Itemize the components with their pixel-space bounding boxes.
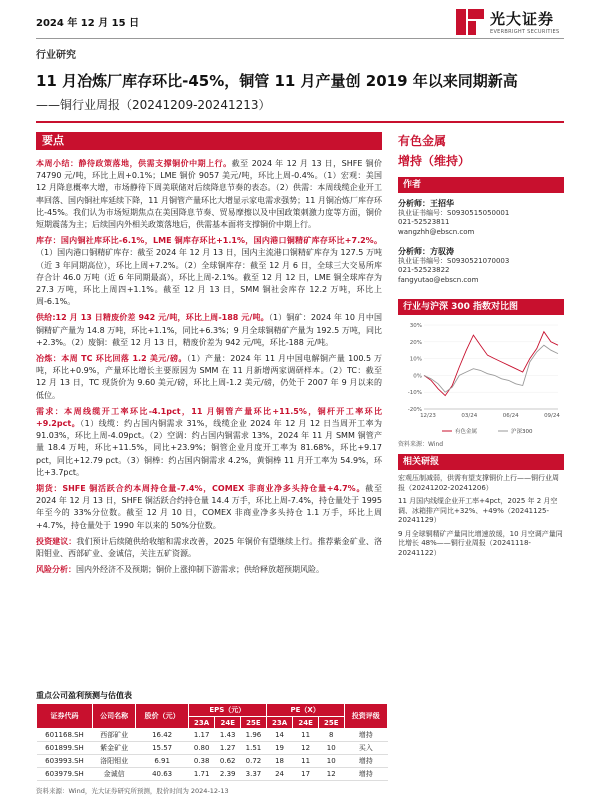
table-source: 资料来源：Wind，光大证券研究所预测，股价时间为 2024-12-13 [36,787,229,795]
table-cell: 0.38 [188,755,214,768]
table-cell: 增持 [344,768,387,781]
col-price: 股价（元） [136,704,189,729]
logo-icon [456,9,484,35]
report-date: 2024 年 12 月 15 日 [36,18,140,29]
paragraph-lead: 风险分析： [36,565,76,575]
table-cell: 10 [318,755,344,768]
chart-svg [398,317,564,439]
table-title: 重点公司盈利预测与估值表 [36,691,132,700]
col-pe-24e: 24E [293,717,319,729]
table-cell: 24 [266,768,292,781]
col-rating: 投资评级 [344,704,387,729]
author-header: 作者 [398,177,564,193]
table-cell: 1.96 [241,729,267,742]
related-report-link[interactable]: 9 月全球铜精矿产量同比增速放缓，10 月空调产量同比增长 48%——铜行业周报（20241118-20241122） [398,529,563,557]
analyst-email[interactable]: fangyutao@ebscn.com [398,275,479,284]
table-cell: 买入 [344,742,387,755]
table-cell: 西部矿业 [93,729,136,742]
paragraph-lead: 投资建议： [36,536,77,546]
table-cell: 0.80 [188,742,214,755]
table-cell: 0.72 [241,755,267,768]
table-cell: 2.39 [215,768,241,781]
valuation-table [36,703,388,781]
sidebar [398,132,564,562]
analyst-name: 分析师：王招华 [398,199,454,208]
analyst-cert: 执业证书编号：S0930515050001 [398,208,510,217]
col-eps-23a: 23A [188,717,214,729]
table-cell: 18 [266,755,292,768]
table-header-row [37,704,388,717]
x-tick-label: 12/23 [420,413,436,419]
table-cell: 3.37 [241,768,267,781]
table-cell: 19 [266,742,292,755]
analyst-email[interactable]: wangzhh@ebscn.com [398,227,475,236]
y-tick-label: -20% [407,407,422,413]
risk-paragraph [36,564,382,576]
paragraph-lead: 供给:12 月 13 日精废价差 942 元/吨，环比上周-188 元/吨。 [36,313,269,323]
series-line-1 [424,345,558,392]
analyst-phone: 021-52523822 [398,266,450,274]
table-cell: 1.71 [188,768,214,781]
table-cell: 紫金矿业 [93,742,136,755]
table-cell: 14 [266,729,292,742]
key-points-body [36,158,382,581]
header-divider [36,38,564,39]
table-cell: 金诚信 [93,768,136,781]
table-cell: 6.91 [136,755,189,768]
paragraph-body: 截至 2024 年 12 月 13 日，SHFE 铜活跃合约持仓量 14.4 万手，环比上周-7.4%，持仓量处于 1995 年至今的 33%分位数。截至 12 月 10 日，COMEX 非商业净多头持仓 1.1 万手，环比上周+4.7%，持仓量处于 1990 年以来的 50%分位数。 [36,484,383,530]
related-report-link[interactable]: 11 月国内线缆企业开工率+4pct，2025 年 2 月空调、冰箱排产同比+32%、+49%（20241125-20241129） [398,497,558,524]
paragraph-body: 截至 2024 年 12 月 13 日，SHFE 铜价 74790 元/吨，环比上周+0.1%；LME 铜价 9057 美元/吨，环比上周-0.4%。（1）宏观：美国 12 月降息概率大增，市场静待下周美联储对后续降息节奏的表态。（2）供需：本周线缆企业开工率回落、国内铜社库延续下降，11 月铜管产量环比大增显示家电需求强势；11 月铜冶炼厂库存环比-45%。我们认为市场短期焦点在美国降息节奏、贸易摩擦以及中国政策刺激力度等方面，铜价短期震荡为主；后续国内外相关政策落地后，供需基本面将支撑铜价中期上行。 [36,159,382,230]
demand-paragraph [36,406,382,479]
paragraph-lead: 期货：SHFE 铜活跃合约本周持仓量-7.4%，COMEX 非商业净多头持仓量+4.7%。 [36,484,366,494]
brand-logo [456,8,559,35]
col-company: 公司名称 [93,704,136,729]
chart-header: 行业与沪深 300 指数对比图 [398,299,564,315]
smelting-paragraph [36,353,382,402]
table-cell: 1.17 [188,729,214,742]
table-cell: 洛阳钼业 [93,755,136,768]
paragraph-lead: 需求：本周线缆开工率环比-4.1pct，11 月铜管产量环比+11.5%，铜杆开工率环比+9.2pct。 [36,406,382,429]
section-label: 行业研究 [36,50,76,61]
report-subtitle: ——铜行业周报（20241209-20241213） [36,98,271,112]
investment-paragraph [36,536,382,560]
analyst-block [398,199,564,237]
table-cell: 40.63 [136,768,189,781]
legend-label: 有色金属 [455,429,478,435]
table-cell: 601168.SH [37,729,93,742]
table-cell: 603979.SH [37,768,93,781]
supply-paragraph [36,312,382,349]
table-row [37,729,388,742]
table-cell: 601899.SH [37,742,93,755]
related-report-link[interactable]: 宏观压制减弱，供需有望支撑铜价上行——铜行业周报（20241202-20241206） [398,474,559,492]
table-cell: 16.42 [136,729,189,742]
table-cell: 增持 [344,755,387,768]
table-cell: 1.27 [215,742,241,755]
series-line-0 [424,332,558,396]
col-code: 证券代码 [37,704,93,729]
paragraph-body: （1）国内港口铜精矿库存：截至 2024 年 12 月 13 日，国内主流港口铜精矿库存为 127.5 万吨（近 3 年同期高位），环比上周+7.2%。（2）全球铜库存：截至 12 月 6 日，全球三大交易所库存合计 46.0 万吨（近 6 年同期最高），环比上周-2.1%。截至 12 月 12 日，LME 铜全球库存为 27.3 万吨，环比上周四+1.1%。截至 12 月 13 日，SMM 铜社会库存 12.2 万吨，环比上周-6.1%。 [36,248,382,307]
y-tick-label: 10% [409,356,422,363]
table-cell: 15.57 [136,742,189,755]
col-pe-25e: 25E [318,717,344,729]
analyst-cert: 执业证书编号：S0930521070003 [398,256,510,265]
analyst-name: 分析师：方驭涛 [398,247,454,256]
report-title: 11 月冶炼厂库存环比-45%，铜管 11 月产量创 2019 年以来同期新高 [36,72,518,90]
summary-paragraph [36,158,382,231]
analyst-phone: 021-52523811 [398,218,450,226]
paragraph-body: （1）线缆：约占国内铜需求 31%，线缆企业 2024 年 12 月 12 日当周开工率为 91.03%，环比上周-4.09pct。（2）空调：约占国内铜需求 13%，2024 年 11 月 SMM 铜管产量 18.4 万吨，环比+11.5%，同比+23.9%；铜管企业月度开工率为 81.68%，环比+9.17 pct，同比+12.79 pct。（3）铜棒：约占国内铜需求 4.2%，黄铜棒 11 月开工率为 54.9%，环比+3.7pct。 [36,419,382,477]
paragraph-lead: 库存：国内铜社库环比-6.1%，LME 铜库存环比+1.1%，国内港口铜精矿库存环比+7.2%。 [36,236,382,246]
logo-name: 光大证券 [490,10,555,28]
y-tick-label: 30% [409,323,422,329]
x-tick-label: 03/24 [461,413,478,419]
table-cell: 8 [318,729,344,742]
col-eps-24e: 24E [215,717,241,729]
table-row [37,755,388,768]
table-row [37,768,388,781]
table-cell: 增持 [344,729,387,742]
futures-paragraph [36,483,382,532]
col-pe-23a: 23A [266,717,292,729]
logo-name-en: EVERBRIGHT SECURITIES [490,29,560,35]
table-cell: 1.51 [241,742,267,755]
table-cell: 12 [318,768,344,781]
related-reports [398,474,564,558]
x-tick-label: 09/24 [544,413,560,419]
paragraph-body: 国内外经济不及预期；铜价上涨抑制下游需求；供给释放超预期风险。 [76,565,324,575]
table-cell: 11 [293,755,319,768]
index-comparison-chart [398,317,564,439]
legend-label: 沪深300 [511,429,533,435]
sector-name: 有色金属 [398,134,447,148]
chart-source: 资料来源：Wind [398,441,444,448]
paragraph-body: 我们预计后续随供给收缩和需求改善，2025 年铜价有望继续上行。推荐紫金矿业、洛阳钼业、西部矿业、金诚信，关注五矿资源。 [36,536,382,559]
paragraph-body: （1）产量：2024 年 11 月中国电解铜产量 100.5 万吨，环比+0.9%，产量环比增长主要原因为 SMM 在 11 月新增两家调研样本。（2）TC：截至 12 月 13 日，TC 现货价为 9.60 美元/磅，环比上周-1.2 美元/磅，仍处于 2007 年 9 月以来的低位。 [36,354,383,400]
table-cell: 0.62 [215,755,241,768]
paragraph-body: （1）铜矿：2024 年 10 月中国铜精矿产量为 14.8 万吨，环比+1.1%，同比+6.3%；9 月全球铜精矿产量为 192.5 万吨，同比+2.3%。（2）废铜：截至 12 月 13 日，精废价差为 942 元/吨，环比-188 元/吨。 [36,313,382,347]
related-header: 相关研报 [398,454,564,470]
table-cell: 10 [318,742,344,755]
table-cell: 17 [293,768,319,781]
inventory-paragraph [36,235,382,308]
key-points-header: 要点 [36,132,382,150]
x-tick-label: 06/24 [502,413,519,419]
col-pe: PE（X） [266,704,344,717]
rating: 增持（维持） [398,154,471,168]
table-cell: 11 [293,729,319,742]
title-divider [36,121,564,123]
table-row [37,742,388,755]
table-cell: 12 [293,742,319,755]
y-tick-label: 20% [409,339,422,346]
analyst-block [398,247,564,285]
table-cell: 1.43 [215,729,241,742]
y-tick-label: -10% [407,390,422,397]
col-eps: EPS（元） [188,704,266,717]
paragraph-lead: 冶炼：本周 TC 环比回落 1.2 美元/磅。 [36,354,187,364]
col-eps-25e: 25E [241,717,267,729]
table-cell: 603993.SH [37,755,93,768]
y-tick-label: 0% [413,373,422,380]
paragraph-lead: 本周小结：静待政策落地，供需支撑铜价中期上行。 [36,159,232,168]
